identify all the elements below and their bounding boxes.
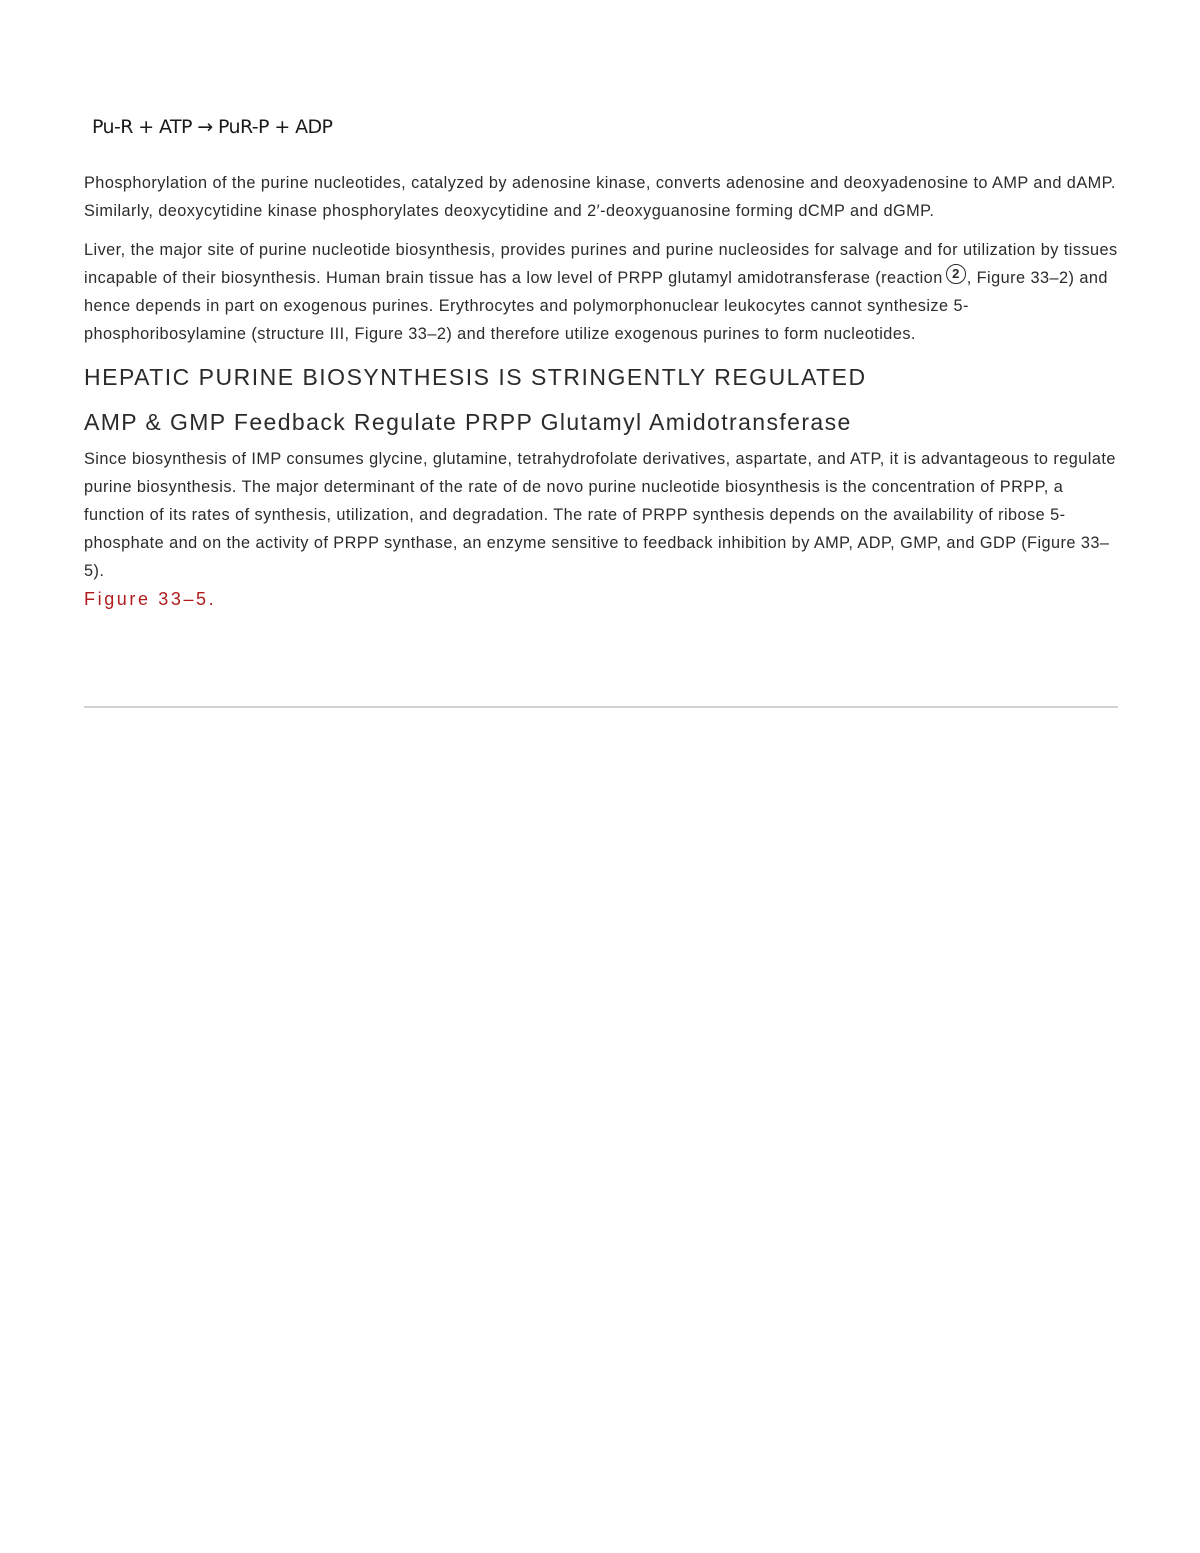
- salvage-equation: Pu-R + ATP → PuR-P + ADP: [92, 116, 333, 138]
- document-page: [84, 112, 1118, 613]
- subsection-heading: AMP & GMP Feedback Regulate PRPP Glutamyl Amidotransferase: [84, 409, 852, 435]
- paragraph-liver: [84, 236, 1118, 348]
- reaction-number-icon: 2: [946, 264, 966, 284]
- section-heading: HEPATIC PURINE BIOSYNTHESIS IS STRINGENTLY REGULATED: [84, 364, 867, 390]
- paragraph-liver-text-start: Liver, the major site of purine nucleotide biosynthesis, provides purines and purine nucleosides for salvage and for utilization by tissues incapable of their biosynthesis. Human brain tissue has a low level of PRPP glutamyl amidotransferase (reaction: [84, 241, 1118, 287]
- figure-link[interactable]: Figure 33–5.: [84, 589, 217, 609]
- paragraph-phosphorylation: Phosphorylation of the purine nucleotides, catalyzed by adenosine kinase, converts adenosine and deoxyadenosine to AMP and dAMP. Similarly, deoxycytidine kinase phosphorylates deoxycytidine and 2′-deoxyguanosine forming dCMP and dGMP.: [84, 174, 1116, 220]
- section-divider: [84, 706, 1118, 708]
- paragraph-regulation: Since biosynthesis of IMP consumes glycine, glutamine, tetrahydrofolate derivatives, aspartate, and ATP, it is advantageous to regulate purine biosynthesis. The major determinant of the rate of de novo purine nucleotide biosynthesis is the concentration of PRPP, a function of its rates of synthesis, utilization, and degradation. The rate of PRPP synthesis depends on the availability of ribose 5-phosphate and on the activity of PRPP synthase, an enzyme sensitive to feedback inhibition by AMP, ADP, GMP, and GDP (Figure 33–5).: [84, 450, 1116, 580]
- paragraph-liver-text-end: , Figure 33–2) and hence depends in part on exogenous purines. Erythrocytes and polymorphonuclear leukocytes cannot synthesize 5-phosphoribosylamine (structure III, Figure 33–2) and therefore utilize exogenous purines to form nucleotides.: [84, 269, 1108, 343]
